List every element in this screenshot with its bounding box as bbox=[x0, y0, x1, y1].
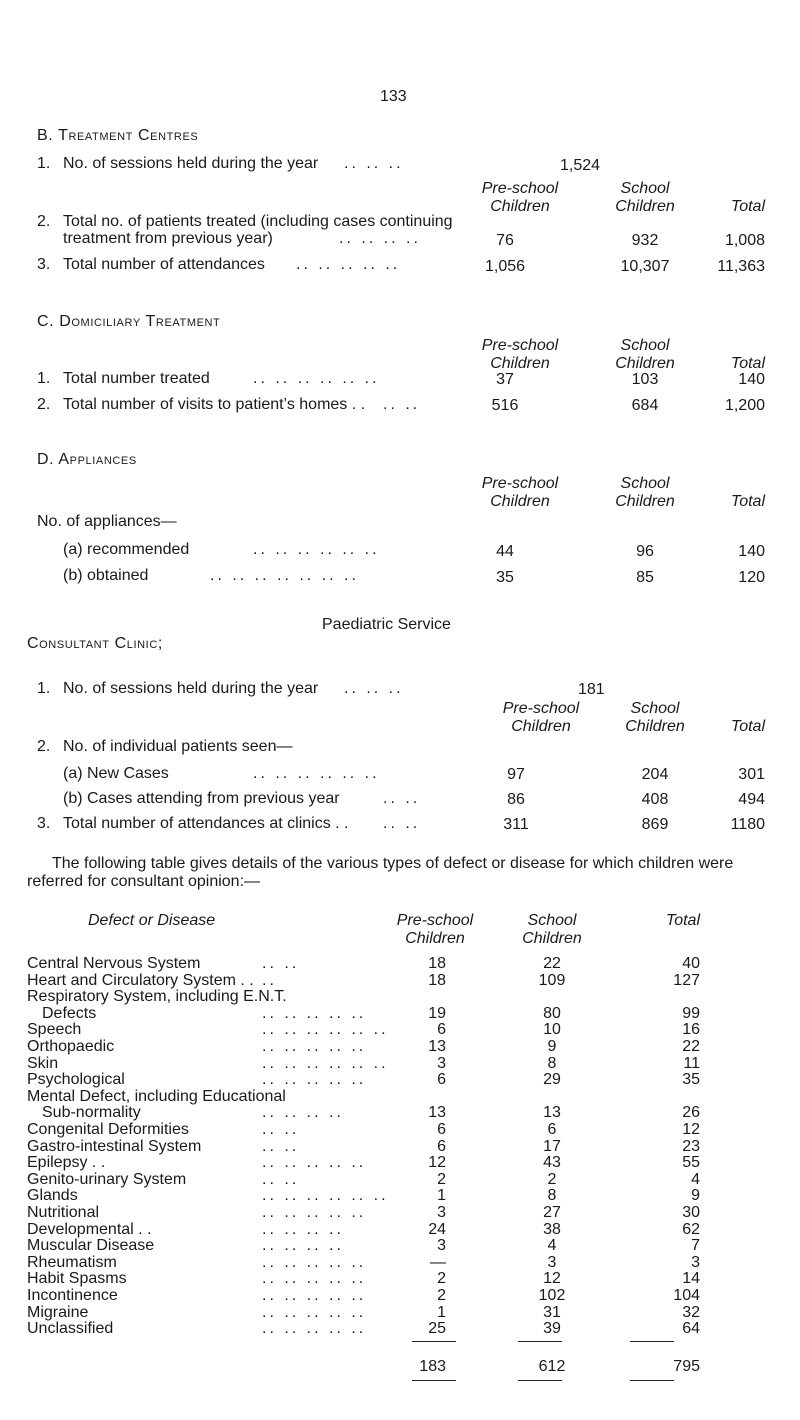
defect-row-label: Mental Defect, including Educational bbox=[27, 1088, 286, 1105]
paed-item1-label: No. of sessions held during the year bbox=[63, 680, 319, 697]
defect-row-label: Epilepsy . . bbox=[27, 1154, 106, 1171]
defect-row-dots: .. .. bbox=[262, 1171, 300, 1188]
col-header-school-children: Children bbox=[615, 198, 675, 215]
section-b-item2-label-2: treatment from previous year) bbox=[63, 230, 273, 247]
defect-row-school: 22 bbox=[543, 955, 561, 972]
section-c-item2-dots: .. .. bbox=[383, 396, 421, 413]
defect-row-label: Defects bbox=[42, 1005, 97, 1022]
defects-header-preschool-children: Children bbox=[405, 930, 465, 947]
defect-row-dots: .. .. .. .. bbox=[262, 1104, 344, 1121]
defect-row-total: 30 bbox=[682, 1204, 700, 1221]
section-d-a-dots: .. .. .. .. .. .. bbox=[253, 541, 380, 558]
defect-row-total: 99 bbox=[682, 1005, 700, 1022]
paed-a-dots: .. .. .. .. .. .. bbox=[253, 765, 380, 782]
defect-row-label: Muscular Disease bbox=[27, 1237, 155, 1254]
section-b-item2-total: 1,008 bbox=[724, 232, 765, 249]
defects-header-school: School bbox=[527, 912, 577, 929]
section-b-sessions-value: 1,524 bbox=[560, 157, 601, 174]
defects-header-preschool: Pre-school bbox=[396, 912, 474, 929]
defect-row-school: 13 bbox=[543, 1104, 561, 1121]
section-b-item2-preschool: 76 bbox=[496, 232, 514, 249]
paed-item1-dots: .. .. .. bbox=[344, 680, 404, 697]
d-col-header-preschool: Pre-school bbox=[481, 475, 559, 492]
section-c-item2-label: Total number of visits to patient’s homes . . bbox=[63, 396, 366, 413]
section-b-item3-label: Total number of attendances bbox=[63, 256, 265, 273]
paed-b-school: 408 bbox=[641, 791, 669, 808]
defect-row-preschool: 6 bbox=[437, 1021, 446, 1038]
defect-row-dots: .. .. .. .. .. bbox=[262, 1287, 367, 1304]
defect-row-preschool: 18 bbox=[428, 972, 446, 989]
defect-row-dots: .. .. bbox=[262, 1121, 300, 1138]
d-col-header-school-children: Children bbox=[615, 493, 675, 510]
defect-row-total: 12 bbox=[682, 1121, 700, 1138]
consultant-clinic-heading: Consultant Clinic; bbox=[27, 635, 163, 652]
school-total-rule-bottom bbox=[518, 1380, 562, 1381]
defect-row-total: 127 bbox=[673, 972, 700, 989]
defect-row-school: 10 bbox=[543, 1021, 561, 1038]
section-b-item2-label-1: Total no. of patients treated (including cases continuing bbox=[63, 213, 453, 230]
defect-row-school: 102 bbox=[538, 1287, 566, 1304]
section-d-a-label: (a) recommended bbox=[63, 541, 190, 558]
section-d-b-dots: .. .. .. .. .. .. .. bbox=[210, 567, 359, 584]
defect-row-label: Psychological bbox=[27, 1071, 125, 1088]
col-header-school: School bbox=[620, 180, 670, 197]
defect-row-label: Sub-normality bbox=[42, 1104, 141, 1121]
defect-row-total: 64 bbox=[682, 1320, 700, 1337]
defect-row-dots: .. bbox=[262, 972, 277, 989]
defect-row-total: 16 bbox=[682, 1021, 700, 1038]
section-c-item2-school: 684 bbox=[631, 397, 659, 414]
defect-row-preschool: 1 bbox=[437, 1304, 446, 1321]
defect-row-preschool: 19 bbox=[428, 1005, 446, 1022]
defect-row-label: Rheumatism bbox=[27, 1254, 117, 1271]
section-d-b-label: (b) obtained bbox=[63, 567, 149, 584]
col-header-preschool-children: Children bbox=[490, 198, 550, 215]
col-header-total: Total bbox=[730, 198, 765, 215]
defect-row-total: 22 bbox=[682, 1038, 700, 1055]
defect-row-school: 2 bbox=[547, 1171, 557, 1188]
defect-row-school: 38 bbox=[543, 1221, 561, 1238]
defect-row-label: Unclassified bbox=[27, 1320, 114, 1337]
defect-row-preschool: 6 bbox=[437, 1138, 446, 1155]
preschool-total-rule-top bbox=[412, 1341, 456, 1342]
paed-item3-preschool: 311 bbox=[503, 816, 529, 833]
section-b-item2-dots: .. .. .. .. bbox=[339, 230, 421, 247]
defect-row-label: Skin bbox=[27, 1055, 59, 1072]
defect-row-school: 3 bbox=[547, 1254, 557, 1271]
section-b-heading: B. Treatment Centres bbox=[37, 127, 199, 144]
section-c-item1-school: 103 bbox=[631, 371, 659, 388]
defect-row-school: 17 bbox=[543, 1138, 561, 1155]
paed-b-label: (b) Cases attending from previous year bbox=[63, 790, 340, 807]
defect-row-preschool: 3 bbox=[437, 1204, 446, 1221]
defect-row-dots: .. .. .. .. .. bbox=[262, 1320, 367, 1337]
defect-row-preschool: 2 bbox=[437, 1287, 446, 1304]
paed-col-header-total: Total bbox=[730, 718, 765, 735]
defect-row-label: Genito-urinary System bbox=[27, 1171, 187, 1188]
defect-row-preschool: 12 bbox=[428, 1154, 446, 1171]
paed-sessions-value: 181 bbox=[578, 681, 605, 698]
d-col-header-school: School bbox=[620, 475, 670, 492]
defects-header-total: Total bbox=[665, 912, 700, 929]
defect-row-dots: .. .. .. .. .. bbox=[262, 1304, 367, 1321]
section-c-item2-total: 1,200 bbox=[724, 397, 765, 414]
defect-row-total: 14 bbox=[682, 1270, 700, 1287]
paed-b-dots: .. .. bbox=[383, 790, 421, 807]
defect-row-total: 4 bbox=[691, 1171, 700, 1188]
section-b-item1-dots: .. .. .. bbox=[344, 155, 404, 172]
defect-row-preschool: 2 bbox=[437, 1270, 446, 1287]
defect-row-total: 11 bbox=[683, 1055, 700, 1072]
section-b-item1-num: 1. bbox=[37, 155, 51, 172]
c-col-header-total: Total bbox=[730, 355, 765, 372]
intro-line-2: referred for consultant opinion:— bbox=[27, 873, 261, 890]
defect-row-label: Habit Spasms bbox=[27, 1270, 127, 1287]
defect-row-total: 40 bbox=[682, 955, 700, 972]
defect-row-label: Developmental . . bbox=[27, 1221, 152, 1238]
defect-row-school: 43 bbox=[543, 1154, 561, 1171]
defect-row-label: Migraine bbox=[27, 1304, 89, 1321]
defects-total-total: 795 bbox=[673, 1358, 700, 1375]
defects-header-school-children: Children bbox=[522, 930, 582, 947]
section-c-item2-preschool: 516 bbox=[491, 397, 519, 414]
defect-row-total: 104 bbox=[673, 1287, 700, 1304]
defect-row-preschool: 18 bbox=[428, 955, 446, 972]
defect-row-dots: .. .. .. .. .. bbox=[262, 1071, 367, 1088]
defect-row-label: Central Nervous System bbox=[27, 955, 201, 972]
preschool-total-rule-bottom bbox=[412, 1380, 456, 1381]
defect-row-dots: .. .. .. .. bbox=[262, 1221, 344, 1238]
defect-row-preschool: — bbox=[430, 1254, 446, 1271]
grand-total-rule-bottom bbox=[630, 1380, 674, 1381]
defect-row-preschool: 6 bbox=[437, 1071, 446, 1088]
defect-row-total: 9 bbox=[691, 1187, 700, 1204]
paed-item3-label: Total number of attendances at clinics . . bbox=[63, 815, 349, 832]
section-b-item2-school: 932 bbox=[631, 232, 659, 249]
section-c-item1-dots: .. .. .. .. .. .. bbox=[253, 370, 380, 387]
defect-row-label: Gastro-intestinal System bbox=[27, 1138, 202, 1155]
defect-row-school: 12 bbox=[543, 1270, 561, 1287]
defect-row-school: 31 bbox=[543, 1304, 561, 1321]
defect-row-dots: .. .. .. .. .. bbox=[262, 1270, 367, 1287]
defect-row-label: Nutritional bbox=[27, 1204, 100, 1221]
defect-row-school: 109 bbox=[538, 972, 566, 989]
defect-row-school: 8 bbox=[547, 1187, 557, 1204]
defect-row-total: 32 bbox=[682, 1304, 700, 1321]
section-b-item3-dots: .. .. .. .. .. bbox=[296, 256, 401, 273]
paed-col-header-school: School bbox=[630, 700, 680, 717]
defect-row-label: Speech bbox=[27, 1021, 82, 1038]
defect-row-label: Glands bbox=[27, 1187, 78, 1204]
paed-col-header-school-children: Children bbox=[625, 718, 685, 735]
section-d-b-preschool: 35 bbox=[496, 569, 514, 586]
paed-col-header-preschool-children: Children bbox=[511, 718, 571, 735]
section-d-a-total: 140 bbox=[738, 543, 765, 560]
defect-row-school: 80 bbox=[543, 1005, 561, 1022]
grand-total-rule-top bbox=[630, 1341, 674, 1342]
section-d-heading: D. Appliances bbox=[37, 451, 137, 468]
defect-row-label: Respiratory System, including E.N.T. bbox=[27, 988, 287, 1005]
paed-a-preschool: 97 bbox=[507, 766, 525, 783]
defect-row-dots: .. .. bbox=[262, 955, 300, 972]
paed-item3-num: 3. bbox=[37, 815, 51, 832]
defect-row-preschool: 3 bbox=[437, 1055, 446, 1072]
defect-row-preschool: 6 bbox=[437, 1121, 446, 1138]
paed-item1-num: 1. bbox=[37, 680, 51, 697]
col-header-preschool: Pre-school bbox=[481, 180, 559, 197]
section-b-item1-label: No. of sessions held during the year bbox=[63, 155, 319, 172]
paed-item3-school: 869 bbox=[641, 816, 669, 833]
section-d-b-school: 85 bbox=[636, 569, 654, 586]
section-c-item1-preschool: 37 bbox=[496, 371, 514, 388]
c-col-header-preschool: Pre-school bbox=[481, 337, 559, 354]
defect-row-total: 62 bbox=[682, 1221, 700, 1238]
section-c-item1-num: 1. bbox=[37, 370, 51, 387]
d-col-header-total: Total bbox=[730, 493, 765, 510]
defect-row-dots: .. .. .. .. .. bbox=[262, 1254, 367, 1271]
defect-row-preschool: 24 bbox=[428, 1221, 446, 1238]
defect-row-dots: .. .. .. .. .. bbox=[262, 1154, 367, 1171]
section-b-item3-school: 10,307 bbox=[620, 258, 670, 275]
defect-row-school: 8 bbox=[547, 1055, 557, 1072]
defect-row-preschool: 25 bbox=[428, 1320, 446, 1337]
c-col-header-school: School bbox=[620, 337, 670, 354]
defect-row-dots: .. .. .. .. .. bbox=[262, 1005, 367, 1022]
defect-row-total: 26 bbox=[682, 1104, 700, 1121]
section-b-item3-preschool: 1,056 bbox=[484, 258, 526, 275]
d-col-header-preschool-children: Children bbox=[490, 493, 550, 510]
defect-row-dots: .. .. .. .. bbox=[262, 1237, 344, 1254]
defect-row-preschool: 13 bbox=[428, 1104, 446, 1121]
defect-row-label: Incontinence bbox=[27, 1287, 118, 1304]
defect-row-total: 55 bbox=[682, 1154, 700, 1171]
paed-item2-num: 2. bbox=[37, 738, 51, 755]
paediatric-title: Paediatric Service bbox=[322, 616, 451, 633]
defect-row-school: 29 bbox=[543, 1071, 561, 1088]
section-b-item2-num: 2. bbox=[37, 213, 51, 230]
defects-total-preschool: 183 bbox=[419, 1358, 446, 1375]
school-total-rule-top bbox=[518, 1341, 562, 1342]
section-c-item1-total: 140 bbox=[738, 371, 765, 388]
page-number: 133 bbox=[380, 88, 407, 105]
defects-total-school: 612 bbox=[538, 1358, 566, 1375]
paed-item3-dots: .. .. bbox=[383, 815, 421, 832]
defect-row-school: 27 bbox=[543, 1204, 561, 1221]
defect-row-school: 9 bbox=[547, 1038, 557, 1055]
paed-a-school: 204 bbox=[641, 766, 669, 783]
section-d-b-total: 120 bbox=[738, 569, 765, 586]
c-col-header-preschool-children: Children bbox=[490, 355, 550, 372]
defect-row-school: 4 bbox=[547, 1237, 557, 1254]
defect-row-preschool: 2 bbox=[437, 1171, 446, 1188]
defect-row-label: Heart and Circulatory System . . bbox=[27, 972, 254, 989]
defect-row-dots: .. .. .. .. .. .. bbox=[262, 1187, 389, 1204]
defect-row-label: Orthopaedic bbox=[27, 1038, 115, 1055]
section-d-sub: No. of appliances— bbox=[37, 513, 177, 530]
defect-row-school: 6 bbox=[547, 1121, 557, 1138]
paed-b-preschool: 86 bbox=[507, 791, 525, 808]
section-b-item3-total: 11,363 bbox=[717, 258, 765, 275]
defect-row-dots: .. .. .. .. .. bbox=[262, 1038, 367, 1055]
paed-item3-total: 1180 bbox=[730, 816, 765, 833]
section-d-a-preschool: 44 bbox=[496, 543, 514, 560]
defect-row-preschool: 1 bbox=[437, 1187, 446, 1204]
defect-row-label: Congenital Deformities bbox=[27, 1121, 189, 1138]
defects-header-defect: Defect or Disease bbox=[88, 912, 216, 929]
defect-row-preschool: 3 bbox=[437, 1237, 446, 1254]
defect-row-dots: .. .. .. .. .. bbox=[262, 1204, 367, 1221]
section-d-a-school: 96 bbox=[636, 543, 654, 560]
c-col-header-school-children: Children bbox=[615, 355, 675, 372]
paed-a-label: (a) New Cases bbox=[63, 765, 169, 782]
paed-a-total: 301 bbox=[738, 766, 765, 783]
defect-row-total: 3 bbox=[691, 1254, 700, 1271]
paed-b-total: 494 bbox=[738, 791, 765, 808]
defect-row-preschool: 13 bbox=[428, 1038, 446, 1055]
defect-row-school: 39 bbox=[543, 1320, 561, 1337]
defect-row-total: 23 bbox=[682, 1138, 700, 1155]
defect-row-total: 7 bbox=[691, 1237, 700, 1254]
section-b-item3-num: 3. bbox=[37, 256, 51, 273]
section-c-item1-label: Total number treated bbox=[63, 370, 210, 387]
section-c-item2-num: 2. bbox=[37, 396, 51, 413]
defect-row-dots: .. .. .. .. .. .. bbox=[262, 1055, 389, 1072]
intro-line-1: The following table gives details of the various types of defect or disease for which children were bbox=[52, 855, 734, 872]
defect-row-total: 35 bbox=[682, 1071, 700, 1088]
paed-col-header-preschool: Pre-school bbox=[502, 700, 580, 717]
defect-row-dots: .. .. bbox=[262, 1138, 300, 1155]
defect-row-dots: .. .. .. .. .. .. bbox=[262, 1021, 389, 1038]
section-c-heading: C. Domiciliary Treatment bbox=[37, 313, 221, 330]
paed-item2-label: No. of individual patients seen— bbox=[63, 738, 293, 755]
